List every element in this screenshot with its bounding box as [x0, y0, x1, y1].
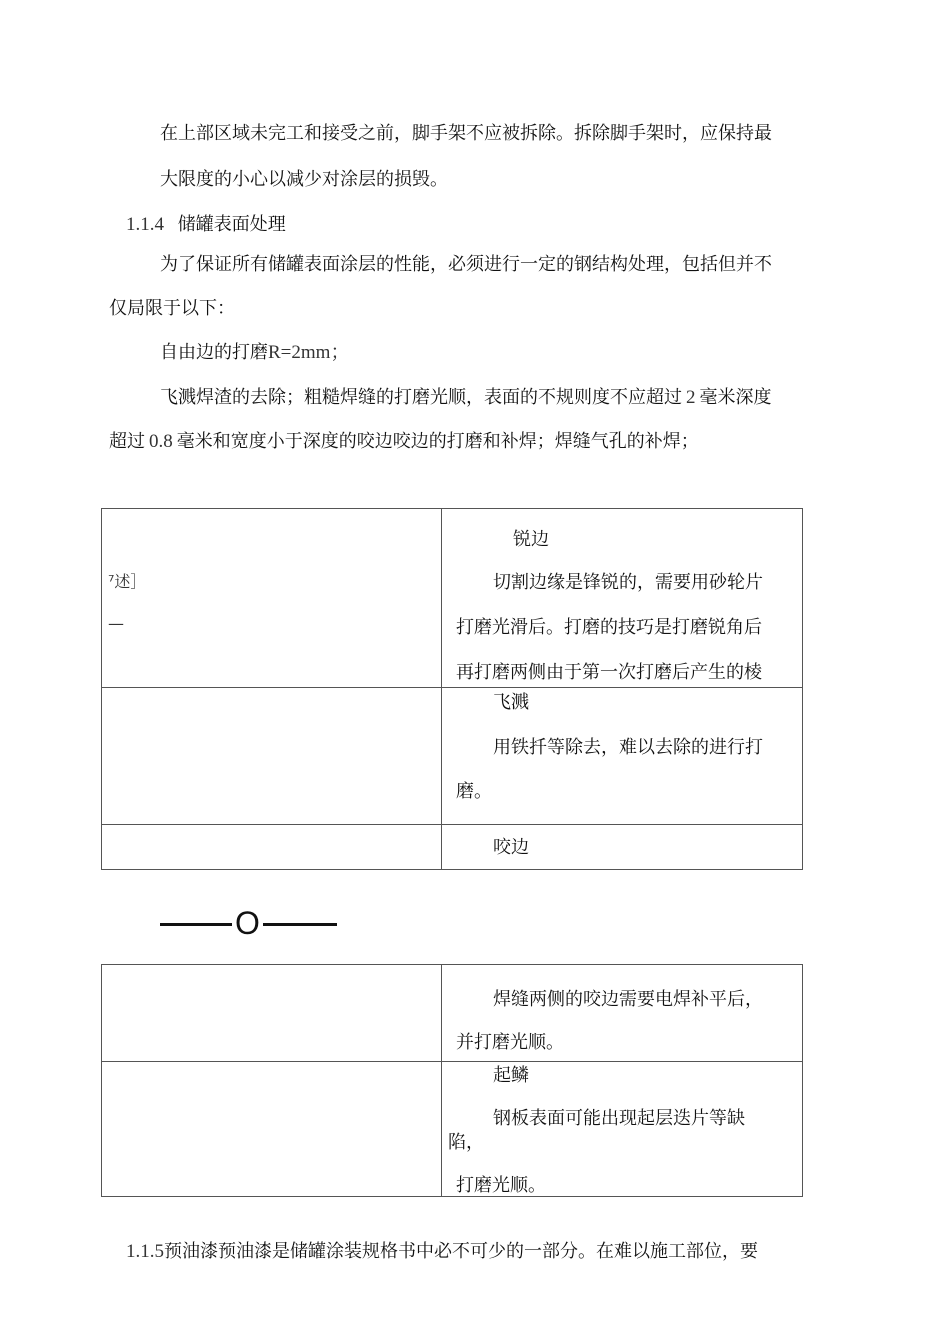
table-row — [102, 825, 803, 870]
table-row — [102, 509, 803, 688]
text: 毫米深度 — [699, 387, 772, 408]
cell-text: 打磨光滑后。打磨的技巧是打磨锐角后 — [456, 617, 762, 638]
section-title: 储罐表面处理 — [177, 214, 286, 235]
table-row — [102, 688, 803, 825]
cell-text: — — [108, 614, 124, 633]
section-text: 预油漆预油漆是储罐涂装规格书中必不可少的一部分。在难以施工部位，要 — [164, 1241, 758, 1262]
table-cell-right — [442, 1062, 803, 1197]
table-cell-right — [442, 688, 803, 825]
value: 2 — [686, 387, 696, 408]
cell-text: 用铁扦等除去，难以去除的进行打 — [493, 737, 763, 758]
cell-text: 钢板表面可能出现起层迭片等缺 — [493, 1108, 745, 1129]
paragraph-line: 仅局限于以下： — [109, 298, 235, 319]
value: 0.8 — [149, 431, 173, 452]
paragraph-line: 大限度的小心以减少对涂层的损毁。 — [160, 169, 448, 190]
text: 毫米和宽度小于深度的咬边咬边的打磨和补焊；焊缝气孔的补焊； — [176, 431, 699, 452]
paragraph-line: 为了保证所有储罐表面涂层的性能，必须进行一定的钢结构处理，包括但并不 — [160, 254, 772, 275]
cell-text: ⁷述］ — [108, 572, 147, 591]
cell-text: 并打磨光顺。 — [456, 1032, 564, 1053]
cell-title: 飞溅 — [493, 692, 529, 713]
paragraph-line: 在上部区域未完工和接受之前，脚手架不应被拆除。拆除脚手架时，应保持最 — [160, 123, 772, 144]
cell-text: 焊缝两侧的咬边需要电焊补平后， — [493, 989, 763, 1010]
separator-line-right — [263, 923, 337, 926]
table-cell-right — [442, 965, 803, 1062]
cell-text: 再打磨两侧由于第一次打磨后产生的棱 — [456, 662, 762, 683]
table-cell-left — [102, 965, 442, 1062]
table-cell-left — [102, 1062, 442, 1197]
section-number: 1.1.5 — [126, 1241, 164, 1262]
table-row — [102, 965, 803, 1062]
section-heading-1-1-5 — [126, 1240, 758, 1264]
separator-line-left — [160, 923, 232, 926]
paragraph-line — [160, 341, 349, 365]
table-cell-right — [442, 825, 803, 870]
paragraph-line — [109, 430, 699, 454]
cell-text: 切割边缘是锋锐的，需要用砂轮片 — [493, 572, 763, 593]
cell-title: 咬边 — [493, 837, 529, 858]
text: 飞溅焊渣的去除；粗糙焊缝的打磨光顺，表面的不规则度不应超过 — [160, 387, 682, 408]
table-cell-left — [102, 825, 442, 870]
value: R=2mm； — [268, 342, 350, 363]
treatment-table-2 — [101, 964, 803, 1197]
section-number: 1.1.4 — [126, 214, 164, 235]
table-cell-right — [442, 509, 803, 688]
paragraph-line — [160, 386, 772, 410]
page-separator — [160, 906, 340, 940]
table-row — [102, 1062, 803, 1197]
text: 自由边的打磨 — [160, 342, 268, 363]
cell-text: 打磨光顺。 — [456, 1175, 546, 1196]
cell-text: 陷， — [448, 1132, 484, 1153]
separator-symbol: O — [235, 905, 260, 941]
cell-title: 锐边 — [513, 529, 549, 550]
cell-text: 磨。 — [456, 781, 492, 802]
table-cell-left — [102, 688, 442, 825]
cell-title: 起鳞 — [493, 1065, 529, 1086]
table-cell-left — [102, 509, 442, 688]
text: 超过 — [109, 431, 145, 452]
treatment-table-1 — [101, 508, 803, 870]
section-heading-1-1-4 — [126, 213, 286, 237]
